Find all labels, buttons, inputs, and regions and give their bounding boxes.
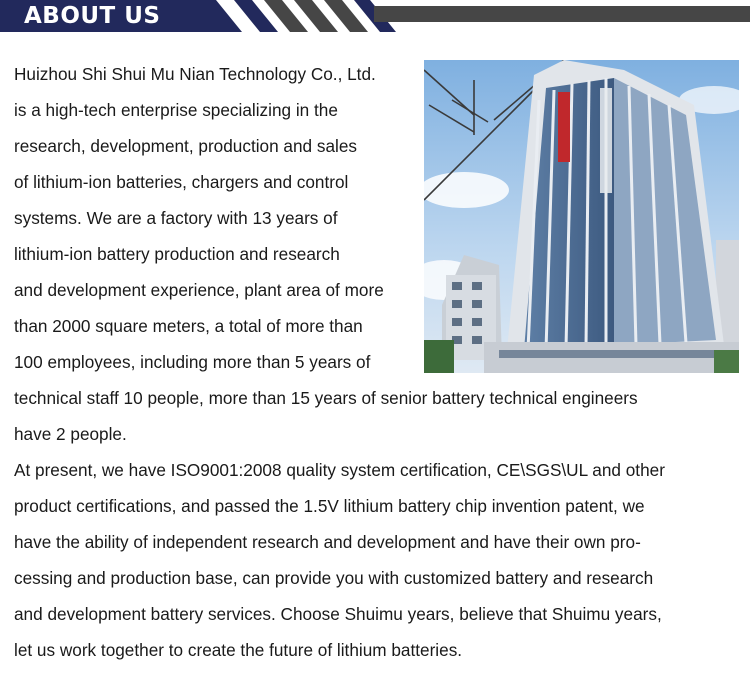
- company-building-photo: [424, 60, 739, 373]
- paragraph-line: systems. We are a factory with 13 years of: [14, 208, 338, 228]
- section-header: [0, 0, 750, 32]
- header-title: ABOUT US: [24, 3, 161, 29]
- paragraph-line: technical staff 10 people, more than 15 years of senior battery technical engineers: [14, 388, 638, 408]
- paragraph-line: cessing and production base, can provide you with customized battery and research: [14, 568, 654, 588]
- paragraph-line: let us work together to create the future of lithium batteries.: [14, 640, 463, 660]
- paragraph-line: lithium-ion battery production and research: [14, 244, 340, 264]
- paragraph-line: and development experience, plant area of more: [14, 280, 384, 300]
- paragraph-line: than 2000 square meters, a total of more than: [14, 316, 363, 336]
- paragraph-line: At present, we have ISO9001:2008 quality system certification, CE\SGS\UL and other: [14, 460, 665, 480]
- paragraph-line: research, development, production and sales: [14, 136, 358, 156]
- paragraph-line: of lithium-ion batteries, chargers and control: [14, 172, 349, 192]
- paragraph-line: and development battery services. Choose Shuimu years, believe that Shuimu years,: [14, 604, 662, 624]
- paragraph-line: have the ability of independent research and development and have their own pro-: [14, 532, 641, 552]
- paragraph-line: have 2 people.: [14, 424, 127, 444]
- paragraph-line: product certifications, and passed the 1.5V lithium battery chip invention patent, we: [14, 496, 645, 516]
- paragraph-line: 100 employees, including more than 5 years of: [14, 352, 371, 372]
- paragraph-line: is a high-tech enterprise specializing in the: [14, 100, 338, 120]
- paragraph-line: Huizhou Shi Shui Mu Nian Technology Co., Ltd.: [14, 64, 376, 84]
